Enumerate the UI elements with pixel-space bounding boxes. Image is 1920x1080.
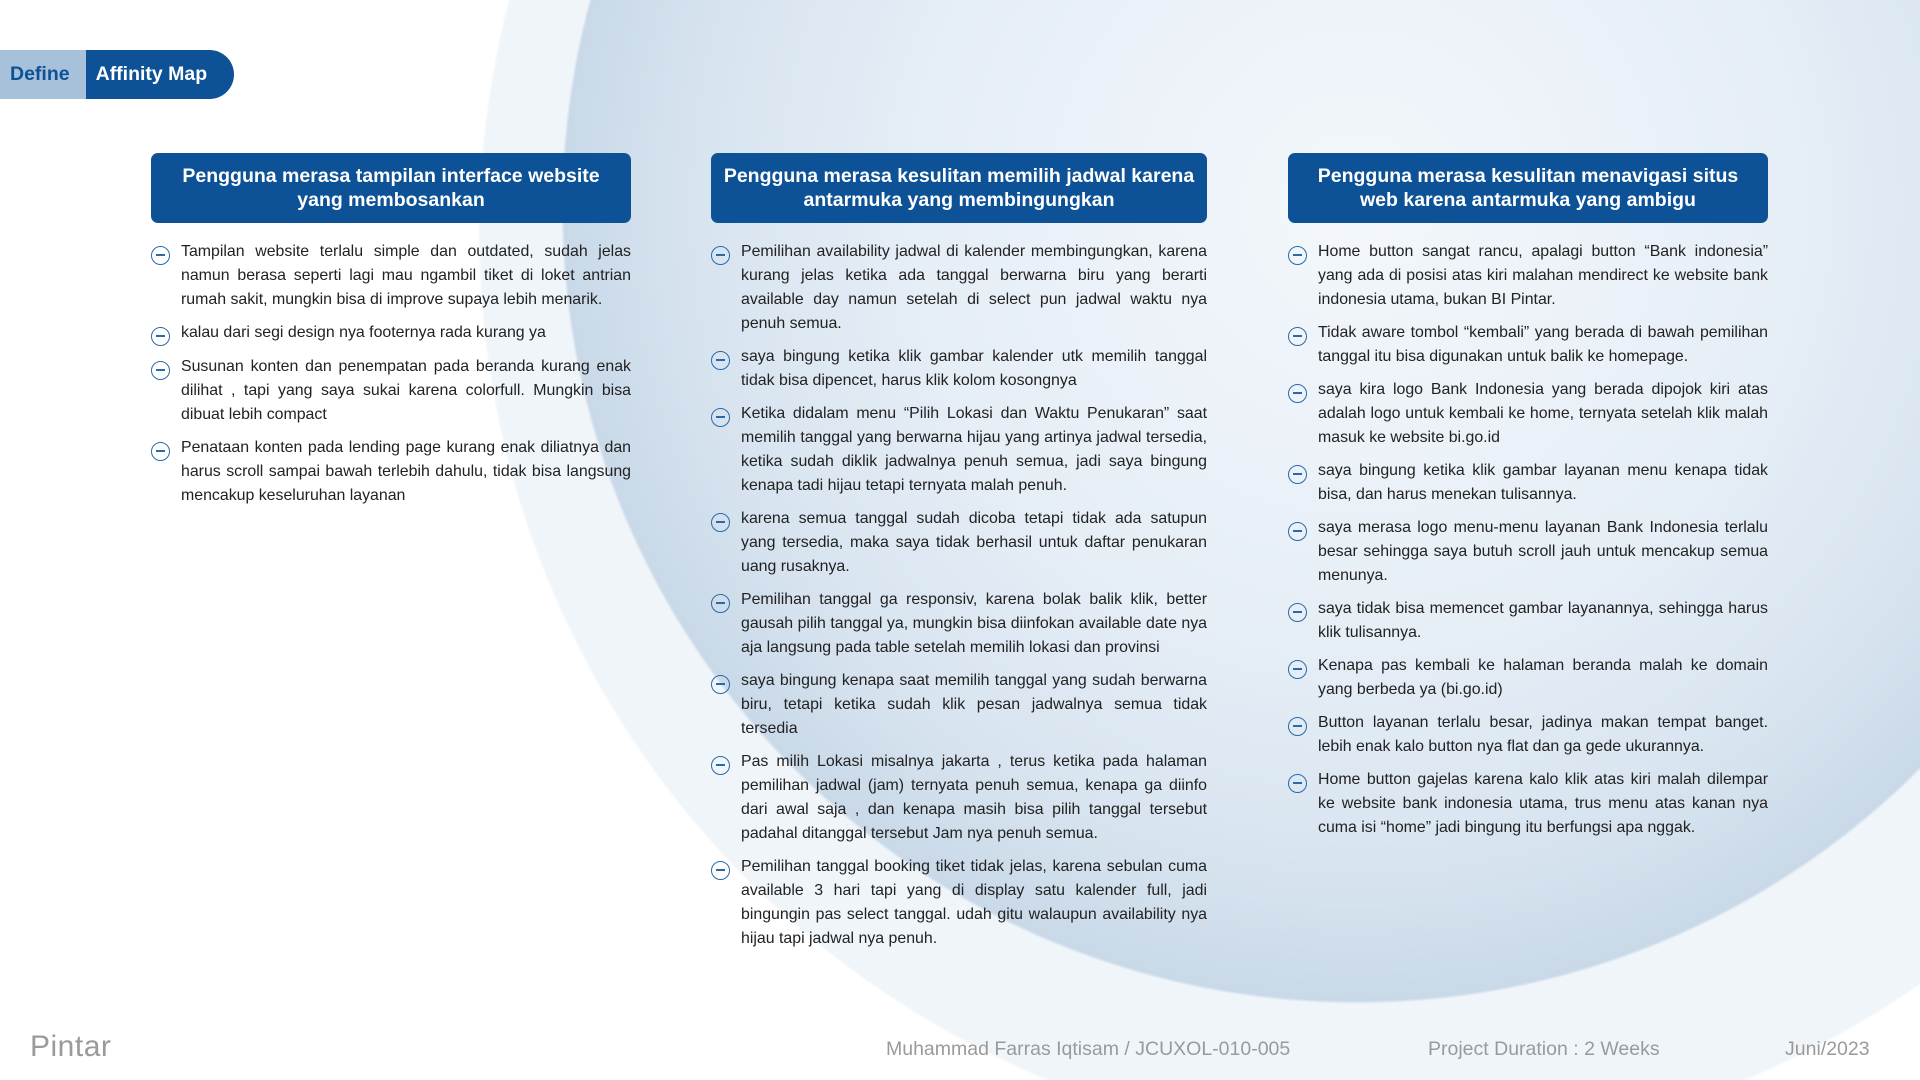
list-item	[151, 436, 631, 508]
minus-circle-icon	[1288, 246, 1307, 265]
footer-date: Juni/2023	[1785, 1038, 1870, 1060]
list-item	[1288, 516, 1768, 588]
minus-circle-icon	[1288, 384, 1307, 403]
minus-circle-icon	[711, 675, 730, 694]
insight-text: saya kira logo Bank Indonesia yang berada dipojok kiri atas adalah logo untuk kembali ke home, ternyata setelah klik malah masuk ke website bi.go.id	[1318, 381, 1768, 446]
minus-circle-icon	[1288, 327, 1307, 346]
insight-text: Home button gajelas karena kalo klik atas kiri malah dilempar ke website bank indonesia utama, trus menu atas kanan nya cuma isi “home” jadi bingung itu berfungsi apa nggak.	[1318, 771, 1768, 836]
list-item	[1288, 459, 1768, 507]
list-item	[151, 321, 631, 346]
insight-text: saya bingung ketika klik gambar layanan menu kenapa tidak bisa, dan harus menekan tulisannya.	[1318, 462, 1768, 503]
list-item	[711, 240, 1207, 336]
minus-circle-icon	[711, 861, 730, 880]
column-header: Pengguna merasa tampilan interface website yang membosankan	[151, 153, 631, 223]
insight-text: Ketika didalam menu “Pilih Lokasi dan Waktu Penukaran” saat memilih tanggal yang berwarna hijau yang artinya jadwal tersedia, ketika sudah diklik jadwalnya penuh semua, jadi saya bingung kenapa tadi hijau tetapi ternyata malah penuh.	[741, 405, 1207, 494]
insight-text: Kenapa pas kembali ke halaman beranda malah ke domain yang berbeda ya (bi.go.id)	[1318, 657, 1768, 698]
affinity-column	[711, 153, 1207, 960]
insight-text: saya bingung ketika klik gambar kalender utk memilih tanggal tidak bisa dipencet, harus klik kolom kosongnya	[741, 348, 1207, 389]
section-tabs	[0, 50, 234, 99]
minus-circle-icon	[711, 408, 730, 427]
list-item	[711, 402, 1207, 498]
insight-text: saya bingung kenapa saat memilih tanggal yang sudah berwarna biru, tetapi ketika sudah klik pesan jadwalnya semua tidak tersedia	[741, 672, 1207, 737]
insight-list	[1288, 240, 1768, 840]
list-item	[1288, 378, 1768, 450]
list-item	[711, 669, 1207, 741]
minus-circle-icon	[1288, 774, 1307, 793]
list-item	[1288, 321, 1768, 369]
list-item	[711, 507, 1207, 579]
tab-affinity-map[interactable]: Affinity Map	[86, 50, 235, 99]
minus-circle-icon	[151, 327, 170, 346]
insight-text: kalau dari segi design nya footernya rada kurang ya	[181, 324, 546, 341]
insight-list	[151, 240, 631, 508]
insight-text: Pas milih Lokasi misalnya jakarta , terus ketika pada halaman pemilihan jadwal (jam) ternyata penuh semua, kenapa ga diinfo dari awal saja , dan kenapa masih bisa pilih tanggal tersebut padahal ditanggal tersebut Jam nya penuh semua.	[741, 753, 1207, 842]
insight-text: Button layanan terlalu besar, jadinya makan tempat banget. lebih enak kalo button nya flat dan ga gede ukurannya.	[1318, 714, 1768, 755]
minus-circle-icon	[151, 246, 170, 265]
insight-text: Pemilihan availability jadwal di kalender membingungkan, karena kurang jelas ketika ada tanggal berwarna biru yang berarti available day namun setelah di select pun jadwal waktu nya penuh semua.	[741, 243, 1207, 332]
pintar-logo: Pintar	[30, 1030, 112, 1063]
minus-circle-icon	[711, 513, 730, 532]
minus-circle-icon	[711, 756, 730, 775]
minus-circle-icon	[711, 594, 730, 613]
list-item	[151, 355, 631, 427]
list-item	[711, 588, 1207, 660]
minus-circle-icon	[711, 246, 730, 265]
minus-circle-icon	[1288, 603, 1307, 622]
minus-circle-icon	[1288, 522, 1307, 541]
insight-text: karena semua tanggal sudah dicoba tetapi tidak ada satupun yang tersedia, maka saya tidak berhasil untuk daftar penukaran uang rusaknya.	[741, 510, 1207, 575]
minus-circle-icon	[151, 442, 170, 461]
minus-circle-icon	[711, 351, 730, 370]
minus-circle-icon	[151, 361, 170, 380]
list-item	[1288, 711, 1768, 759]
insight-text: Tidak aware tombol “kembali” yang berada di bawah pemilihan tanggal itu bisa digunakan untuk balik ke homepage.	[1318, 324, 1768, 365]
insight-text: saya merasa logo menu-menu layanan Bank Indonesia terlalu besar sehingga saya butuh scroll jauh untuk mencakup semua menunya.	[1318, 519, 1768, 584]
minus-circle-icon	[1288, 717, 1307, 736]
column-header: Pengguna merasa kesulitan memilih jadwal karena antarmuka yang membingungkan	[711, 153, 1207, 223]
insight-text: Penataan konten pada lending page kurang enak diliatnya dan harus scroll sampai bawah terlebih dahulu, tidak bisa langsung mencakup keseluruhan layanan	[181, 439, 631, 504]
list-item	[1288, 597, 1768, 645]
tab-define[interactable]: Define	[0, 50, 86, 99]
column-header: Pengguna merasa kesulitan menavigasi situs web karena antarmuka yang ambigu	[1288, 153, 1768, 223]
insight-text: saya tidak bisa memencet gambar layanannya, sehingga harus klik tulisannya.	[1318, 600, 1768, 641]
footer-duration: Project Duration : 2 Weeks	[1428, 1038, 1660, 1060]
list-item	[1288, 654, 1768, 702]
minus-circle-icon	[1288, 660, 1307, 679]
insight-text: Pemilihan tanggal booking tiket tidak jelas, karena sebulan cuma available 3 hari tapi yang di display satu kalender full, jadi bingungin pas select tanggal. udah gitu walaupun availability nya hijau tapi jadwal nya penuh.	[741, 858, 1207, 947]
insight-text: Susunan konten dan penempatan pada beranda kurang enak dilihat , tapi yang saya sukai karena colorfull. Mungkin bisa dibuat lebih compact	[181, 358, 631, 423]
footer-author: Muhammad Farras Iqtisam / JCUXOL-010-005	[886, 1038, 1291, 1060]
list-item	[711, 750, 1207, 846]
list-item	[711, 345, 1207, 393]
affinity-column	[1288, 153, 1768, 849]
list-item	[151, 240, 631, 312]
insight-text: Home button sangat rancu, apalagi button “Bank indonesia” yang ada di posisi atas kiri malahan mendirect ke website bank indonesia utama, bukan BI Pintar.	[1318, 243, 1768, 308]
list-item	[1288, 240, 1768, 312]
insight-list	[711, 240, 1207, 951]
insight-text: Tampilan website terlalu simple dan outdated, sudah jelas namun berasa seperti lagi mau ngambil tiket di loket antrian rumah sakit, mungkin bisa di improve supaya lebih menarik.	[181, 243, 631, 308]
list-item	[711, 855, 1207, 951]
insight-text: Pemilihan tanggal ga responsiv, karena bolak balik klik, better gausah pilih tanggal ya, mungkin bisa diinfokan available date nya aja langsung pada table setelah memilih lokasi dan provinsi	[741, 591, 1207, 656]
minus-circle-icon	[1288, 465, 1307, 484]
list-item	[1288, 768, 1768, 840]
affinity-column	[151, 153, 631, 517]
